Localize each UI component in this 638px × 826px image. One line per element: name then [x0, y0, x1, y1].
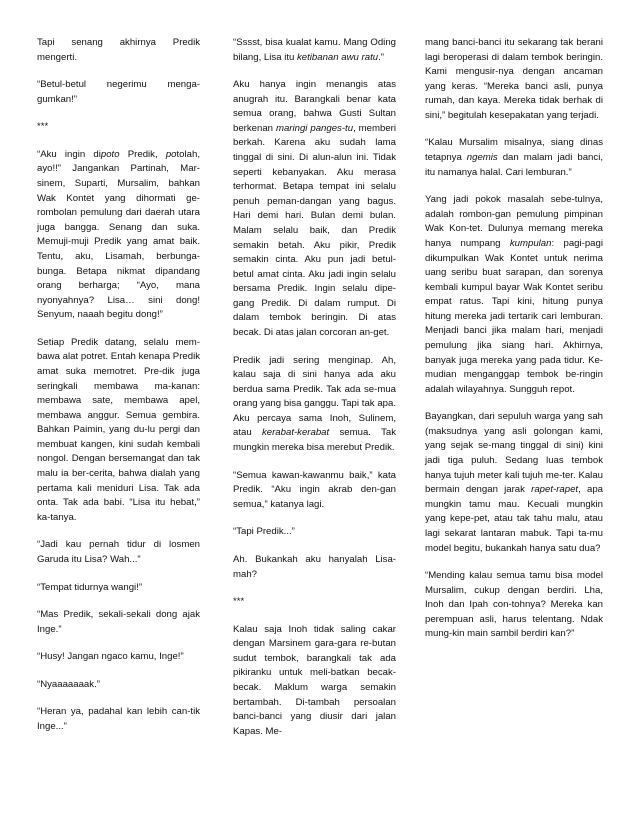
- italic-text: ngemis: [466, 152, 498, 164]
- paragraph: [233, 469, 396, 513]
- italic-text: poto: [100, 148, 120, 160]
- italic-text: po: [165, 148, 177, 160]
- text-run: semua. Tak mungkin mereka bisa merebut Predik.: [233, 427, 397, 454]
- text-run: .”: [378, 51, 384, 63]
- paragraph: [37, 78, 200, 107]
- text-run: “Aku ingin di: [37, 148, 101, 160]
- paragraph: [37, 538, 200, 567]
- text-run: Ah. Bukankah aku hanyalah Lisa-mah?: [233, 553, 396, 580]
- paragraph: [233, 36, 396, 65]
- paragraph: [233, 78, 396, 340]
- text-run: Kalau saja Inoh tidak saling cakar dengan Marsinem gara-gara re-butan sudut tembok, barangkali tak ada pikiranku untuk meli-batkan becak-becak. Maklum warga semakin bertambah. Di-tambah persoalan banci-banci yang diusir dari jalan Kapas. Me-: [233, 623, 396, 737]
- paragraph: [233, 623, 396, 740]
- text-run: “Tapi Predik...”: [233, 526, 295, 538]
- paragraph: [37, 608, 200, 637]
- text-run: , apa mungkin tamu mau. Kecuali mungkin yang kepe-pet, atau tak tahu malu, atau lagi sekarat lantaran mabuk. Tapi ta-mu model begitu, bukankah hanya satu dua?: [425, 484, 603, 554]
- paragraph: [425, 136, 603, 180]
- text-run: “Kalau Mursalim misalnya, siang dinas tetapnya: [425, 137, 603, 164]
- text-run: ***: [37, 121, 49, 133]
- paragraph: [233, 595, 396, 610]
- paragraph: [425, 410, 603, 556]
- paragraph: [37, 148, 200, 323]
- paragraph: [37, 120, 200, 135]
- text-run: Tapi senang akhirnya Predik mengerti.: [37, 37, 200, 63]
- text-run: “Semua kawan-kawanmu baik,” kata Predik. “Aku ingin akrab den-gan semua,” katanya lagi.: [233, 469, 396, 510]
- paragraph: [37, 581, 200, 596]
- paragraph: [233, 525, 396, 540]
- text-run: ***: [233, 596, 245, 608]
- text-column-3: [425, 36, 603, 655]
- paragraph: [233, 354, 396, 456]
- paragraph: [37, 650, 200, 665]
- paragraph: [37, 678, 200, 693]
- text-run: “Mending kalau semua tamu bisa model Mursalim, cukup dengan berdiri. Lha, Inoh dan Ipah con-tohnya? Mereka kan perempuan asli, harus telentang. Ndak mung-kin main sambil berdiri kan?”: [425, 570, 603, 640]
- text-run: “Betul-betul negerimu menga-gumkan!”: [37, 79, 200, 105]
- italic-text: ketibanan awu ratu: [297, 51, 379, 63]
- text-run: Aku hanya ingin menangis atas anugrah itu. Barangkali benar kata semua orang, bahwa Gusti Sultan berkenan: [233, 79, 396, 134]
- italic-text: kerabat-kerabat: [261, 427, 330, 439]
- text-column-2: [233, 36, 396, 752]
- text-run: “Tempat tidurnya wangi!”: [37, 581, 143, 593]
- text-run: “Nyaaaaaaak.”: [37, 678, 100, 690]
- text-run: Setiap Predik datang, selalu mem-bawa alat potret. Entah kenapa Predik amat suka memotret. Pre-dik juga seringkali membawa ma-kanan: membawa sate, membawa apel, membawa anggur. Semua gembira. Bahkan Paimin, yang du-lu pergi dan membuat kangen, kini sudah kembali nongol. Dengan bersemangat dan tak malu ia ber-cerita, bahwa dialah yang pertama kali meniduri Lisa. Tak ada onta. Tak ada babi. “Lisa itu hebat,” ka-tanya.: [37, 336, 200, 523]
- text-run: “Mas Predik, sekali-sekali dong ajak Inge.”: [37, 609, 200, 635]
- italic-text: maringi panges-tu: [275, 122, 354, 134]
- text-run: : pagi-pagi dikumpulkan Wak Kontet untuk nerima uang seribu buat sarapan, dan sorenya kembali kumpul bayar Wak Kontet seribu empat ratus. Tapi kini, hitung punya hitung mereka jadi tertarik cari lemburan. Menjadi banci jika malam hari, menjadi pemulung jika siang hari. Akhirnya, banyak juga mereka yang pada tidur. Ke-mudian menganggap tembok be-ringin adalah wilayahnya. Sungguh repot.: [425, 237, 603, 395]
- text-run: Bayangkan, dari sepuluh warga yang sah (maksudnya yang asli golongan kami, yang sejak se-mang tinggal di sini) kini jadi tiga puluh. Sedang luas tembok hanya tujuh meter kali tujuh me-ter. Kalau bermain dengan jarak: [425, 411, 603, 496]
- text-run: , memberi berkah. Karena aku sudah lama tinggal di sini. Di alun-alun ini. Tidak seperti kebanyakan. Aku merasa terhormat. Betapa tempat ini selalu penuh peman-dangan yang bagus. Hari demi hari. Bulan demi bulan. Malam selalu baik, dan Predik semakin betah. Aku pikir, Predik semakin cinta. Aku pun jadi betul-betul amat cinta. Aku jadi ingin selalu bersama Predik. Ingin selalu dipe-gang Predik. Di dalam rumput. Di dalam tembok beringin. Di atas becak. Di atas jalan corcoran an-get.: [233, 122, 397, 338]
- text-run: “Husy! Jangan ngaco kamu, Inge!”: [37, 651, 184, 663]
- paragraph: [37, 36, 200, 65]
- text-run: Predik,: [119, 148, 166, 160]
- text-run: “Sssst, bisa kualat kamu. Mang Oding bilang, Lisa itu: [233, 37, 396, 63]
- text-run: Yang jadi pokok masalah sebe-tulnya, adalah rombon-gan pemulung pimpinan Wak Kon-tet. Dulunya memang mereka hanya numpang: [425, 194, 603, 249]
- paragraph: [37, 336, 200, 526]
- text-run: Predik jadi sering menginap. Ah, kalau saja di sini hanya ada aku berdua sama Predik. Tak ada se-mua orang yang bisa ganggu. Tapi tak apa. Aku percaya sama Inoh, Sulinem, atau: [233, 354, 396, 439]
- paragraph: [37, 705, 200, 734]
- paragraph: [233, 553, 396, 582]
- italic-text: kumpulan: [509, 237, 552, 249]
- text-run: dan malam jadi banci, itu namanya halal. Cari lemburan.”: [425, 152, 603, 178]
- paragraph: [425, 569, 603, 642]
- text-run: “Jadi kau pernah tidur di losmen Garuda itu Lisa? Wah...”: [37, 539, 200, 565]
- italic-text: rapet-rapet: [531, 484, 579, 496]
- text-run: mang banci-banci itu sekarang tak berani lagi beroperasi di dalam tembok beringin. Kami mengusir-nya dengan ancaman yang keras. “Mereka banci asli, punya rumah, dan kaya. Mereka tidak berhak di sini,” begitulah kesepakatan yang terjadi.: [425, 37, 603, 121]
- text-column-1: [37, 36, 200, 748]
- text-run: tolah, ayo!!” Jangankan Partinah, Mar-sinem, Suparti, Mursalim, bahkan Wak Kontet yang dihormati ge-rombolan pemulung dari daerah utara juga bangga. Senang dan suka. Memuji-muji Predik yang amat baik. Tentu, aku, Lisamah, berbunga-bunga. Betapa nikmat dipandang orang berharga; “Ayo, mana nyonyahnya? Lisa… sini dong! Senyum, naaah begitu dong!”: [37, 148, 200, 321]
- paragraph: [425, 193, 603, 397]
- text-run: “Heran ya, padahal kan lebih can-tik Inge...”: [37, 706, 200, 732]
- paragraph: [425, 36, 603, 123]
